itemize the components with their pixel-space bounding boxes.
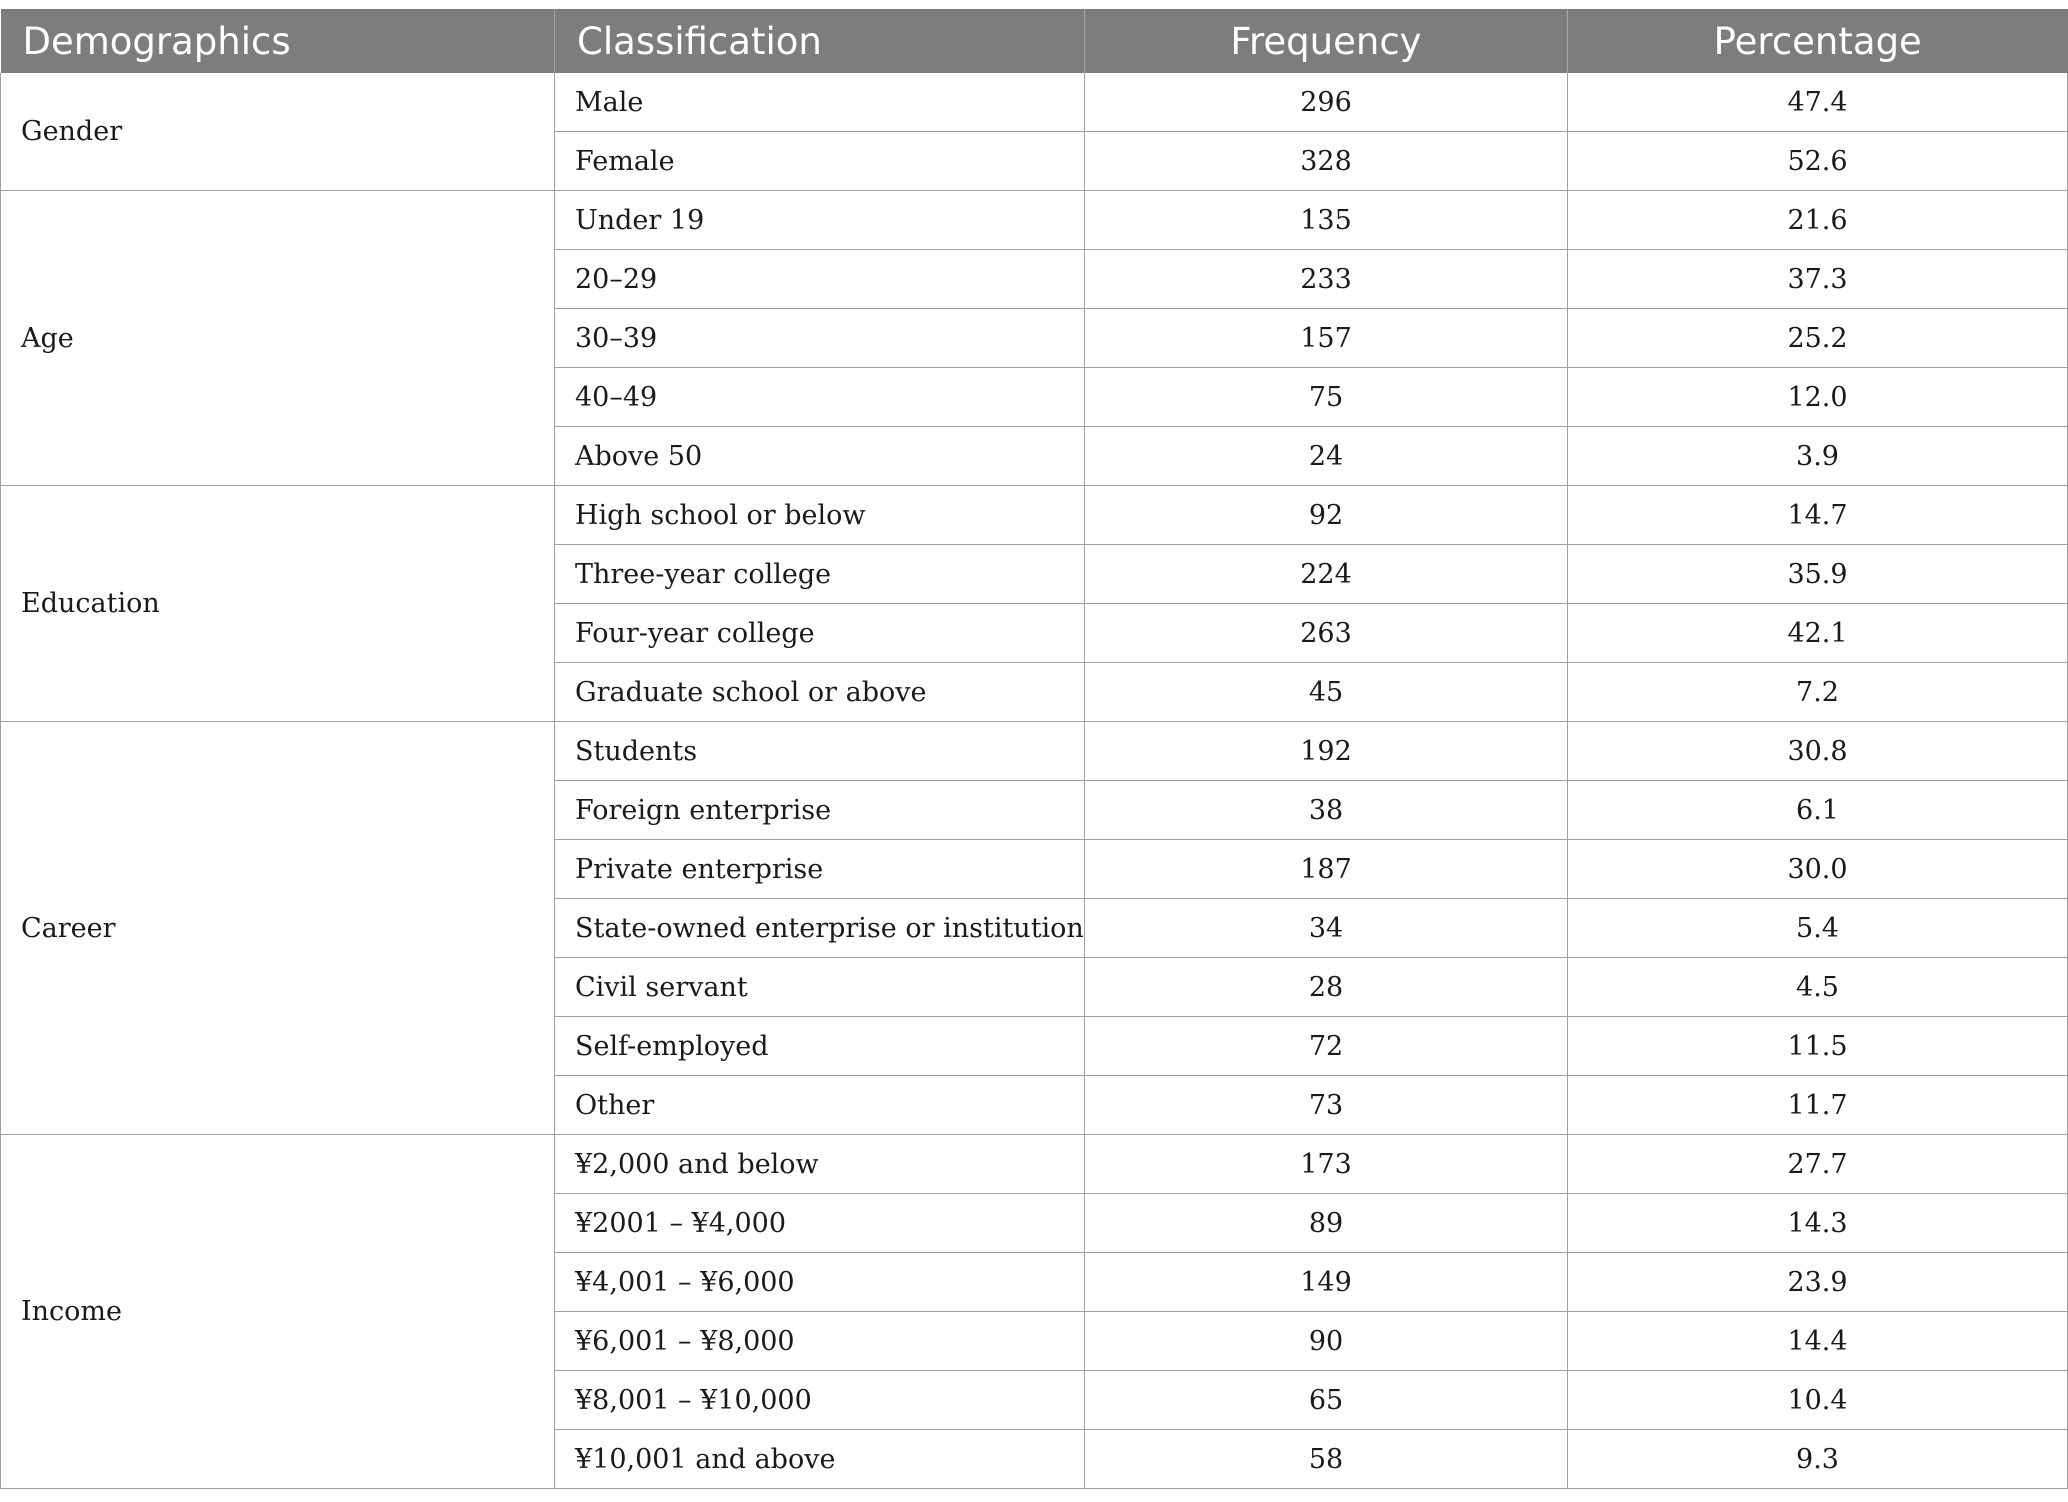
classification-cell: ¥10,001 and above [555,1430,1085,1489]
classification-cell: Above 50 [555,427,1085,486]
classification-cell: Graduate school or above [555,663,1085,722]
header-demographics: Demographics [1,9,555,73]
classification-cell: Male [555,73,1085,132]
frequency-cell: 92 [1085,486,1568,545]
frequency-cell: 65 [1085,1371,1568,1430]
classification-cell: ¥6,001 – ¥8,000 [555,1312,1085,1371]
frequency-cell: 89 [1085,1194,1568,1253]
percentage-cell: 14.4 [1568,1312,2068,1371]
percentage-cell: 3.9 [1568,427,2068,486]
classification-cell: Female [555,132,1085,191]
frequency-cell: 28 [1085,958,1568,1017]
group-label-age: Age [1,191,555,486]
group-label-gender: Gender [1,73,555,191]
classification-cell: Foreign enterprise [555,781,1085,840]
table-body [1,73,2068,1489]
table-row [1,191,2068,250]
percentage-cell: 9.3 [1568,1430,2068,1489]
frequency-cell: 90 [1085,1312,1568,1371]
header-row [1,9,2068,73]
percentage-cell: 5.4 [1568,899,2068,958]
frequency-cell: 157 [1085,309,1568,368]
frequency-cell: 24 [1085,427,1568,486]
percentage-cell: 30.0 [1568,840,2068,899]
percentage-cell: 6.1 [1568,781,2068,840]
frequency-cell: 233 [1085,250,1568,309]
frequency-cell: 34 [1085,899,1568,958]
frequency-cell: 296 [1085,73,1568,132]
percentage-cell: 25.2 [1568,309,2068,368]
frequency-cell: 38 [1085,781,1568,840]
percentage-cell: 52.6 [1568,132,2068,191]
classification-cell: Students [555,722,1085,781]
frequency-cell: 45 [1085,663,1568,722]
header-percentage: Percentage [1568,9,2068,73]
percentage-cell: 12.0 [1568,368,2068,427]
frequency-cell: 173 [1085,1135,1568,1194]
frequency-cell: 328 [1085,132,1568,191]
percentage-cell: 14.7 [1568,486,2068,545]
group-label-career: Career [1,722,555,1135]
classification-cell: High school or below [555,486,1085,545]
table-row [1,1135,2068,1194]
percentage-cell: 11.5 [1568,1017,2068,1076]
group-label-income: Income [1,1135,555,1489]
percentage-cell: 10.4 [1568,1371,2068,1430]
frequency-cell: 58 [1085,1430,1568,1489]
classification-cell: ¥4,001 – ¥6,000 [555,1253,1085,1312]
classification-cell: Private enterprise [555,840,1085,899]
frequency-cell: 149 [1085,1253,1568,1312]
percentage-cell: 14.3 [1568,1194,2068,1253]
demographics-table [0,9,2068,1489]
percentage-cell: 35.9 [1568,545,2068,604]
percentage-cell: 4.5 [1568,958,2068,1017]
percentage-cell: 30.8 [1568,722,2068,781]
table-row [1,722,2068,781]
header-classification: Classification [555,9,1085,73]
frequency-cell: 135 [1085,191,1568,250]
classification-cell: Self-employed [555,1017,1085,1076]
percentage-cell: 7.2 [1568,663,2068,722]
frequency-cell: 224 [1085,545,1568,604]
group-label-education: Education [1,486,555,722]
classification-cell: 40–49 [555,368,1085,427]
frequency-cell: 192 [1085,722,1568,781]
classification-cell: Under 19 [555,191,1085,250]
classification-cell: State-owned enterprise or institution [555,899,1085,958]
percentage-cell: 23.9 [1568,1253,2068,1312]
table-row [1,486,2068,545]
classification-cell: Four-year college [555,604,1085,663]
classification-cell: ¥2001 – ¥4,000 [555,1194,1085,1253]
classification-cell: Three-year college [555,545,1085,604]
classification-cell: ¥2,000 and below [555,1135,1085,1194]
percentage-cell: 42.1 [1568,604,2068,663]
classification-cell: 20–29 [555,250,1085,309]
percentage-cell: 11.7 [1568,1076,2068,1135]
percentage-cell: 21.6 [1568,191,2068,250]
frequency-cell: 75 [1085,368,1568,427]
frequency-cell: 263 [1085,604,1568,663]
classification-cell: ¥8,001 – ¥10,000 [555,1371,1085,1430]
classification-cell: Civil servant [555,958,1085,1017]
classification-cell: 30–39 [555,309,1085,368]
frequency-cell: 73 [1085,1076,1568,1135]
percentage-cell: 37.3 [1568,250,2068,309]
table-row [1,73,2068,132]
classification-cell: Other [555,1076,1085,1135]
percentage-cell: 47.4 [1568,73,2068,132]
frequency-cell: 72 [1085,1017,1568,1076]
percentage-cell: 27.7 [1568,1135,2068,1194]
header-frequency: Frequency [1085,9,1568,73]
frequency-cell: 187 [1085,840,1568,899]
